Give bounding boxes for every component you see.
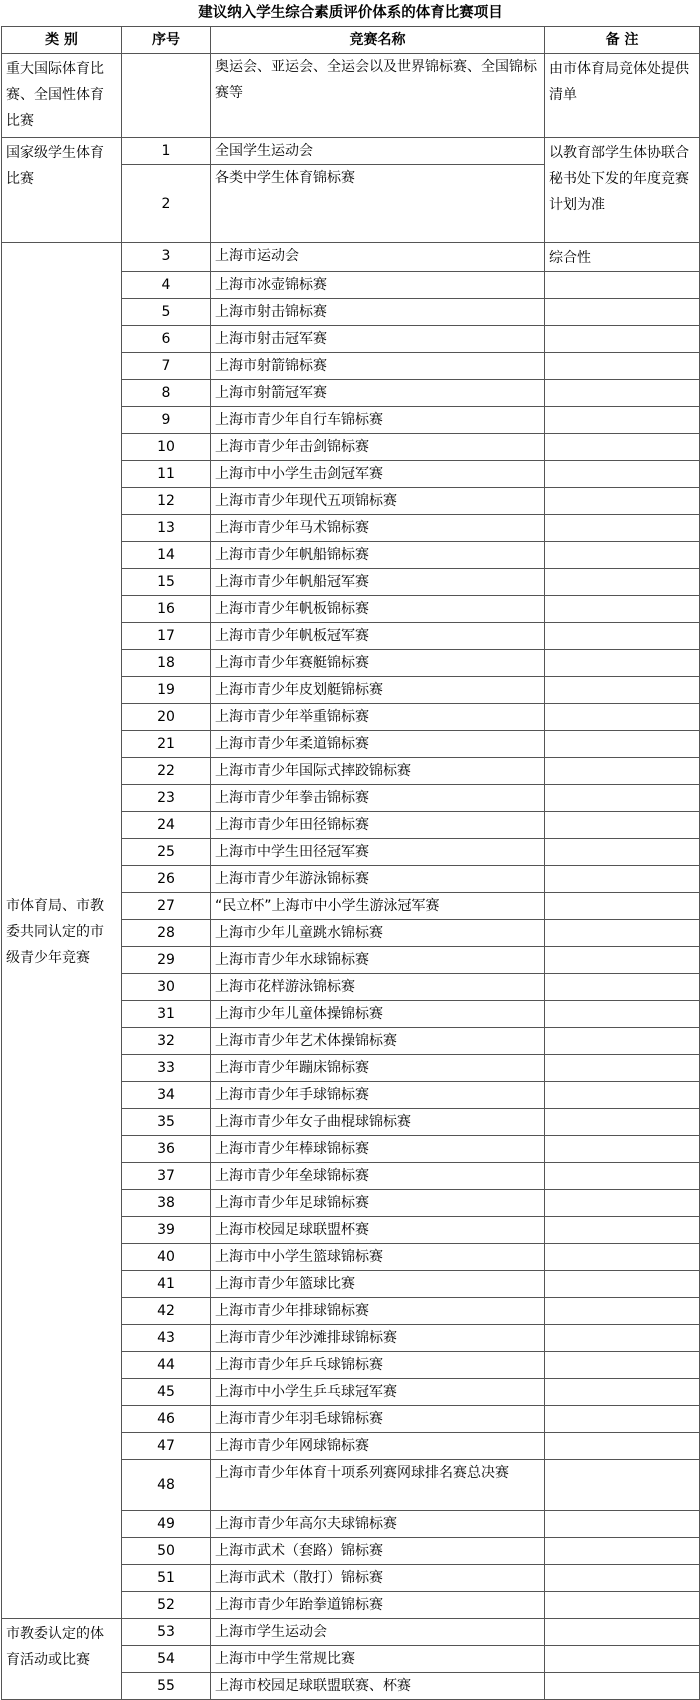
number-cell: 21 — [122, 731, 211, 758]
remark-cell — [545, 272, 700, 299]
number-cell: 25 — [122, 839, 211, 866]
table-row — [2, 138, 700, 165]
competition-name-cell: 上海市青少年皮划艇锦标赛 — [211, 677, 545, 704]
competition-name-cell: 上海市青少年赛艇锦标赛 — [211, 650, 545, 677]
remark-cell: 由市体育局竞体处提供清单 — [545, 54, 700, 138]
remark-cell — [545, 1511, 700, 1538]
remark-cell — [545, 1538, 700, 1565]
number-cell: 42 — [122, 1298, 211, 1325]
competition-name-cell: 上海市中小学生乒乓球冠军赛 — [211, 1379, 545, 1406]
competition-name-cell: 上海市青少年手球锦标赛 — [211, 1082, 545, 1109]
number-cell: 29 — [122, 947, 211, 974]
remark-cell — [545, 1619, 700, 1646]
competition-name-cell: 上海市少年儿童体操锦标赛 — [211, 1001, 545, 1028]
competition-name-cell: 上海市青少年跆拳道锦标赛 — [211, 1592, 545, 1619]
sports-competition-table — [1, 0, 700, 1700]
remark-cell — [545, 1673, 700, 1700]
competition-name-cell: 上海市中学生常规比赛 — [211, 1646, 545, 1673]
remark-cell — [545, 1217, 700, 1244]
competition-name-cell: 上海市青少年现代五项锦标赛 — [211, 488, 545, 515]
competition-name-cell: 上海市青少年自行车锦标赛 — [211, 407, 545, 434]
remark-cell — [545, 1352, 700, 1379]
competition-name-cell: 上海市青少年乒乓球锦标赛 — [211, 1352, 545, 1379]
remark-cell — [545, 515, 700, 542]
remark-cell — [545, 1325, 700, 1352]
remark-cell: 综合性 — [545, 243, 700, 272]
remark-cell — [545, 731, 700, 758]
competition-name-cell: 上海市少年儿童跳水锦标赛 — [211, 920, 545, 947]
competition-name-cell: 上海市青少年高尔夫球锦标赛 — [211, 1511, 545, 1538]
competition-name-cell: 上海市武术（散打）锦标赛 — [211, 1565, 545, 1592]
remark-cell — [545, 488, 700, 515]
remark-cell — [545, 1190, 700, 1217]
remark-cell — [545, 299, 700, 326]
competition-name-cell: 上海市青少年足球锦标赛 — [211, 1190, 545, 1217]
number-cell: 12 — [122, 488, 211, 515]
number-cell: 55 — [122, 1673, 211, 1700]
remark-cell — [545, 461, 700, 488]
number-cell: 47 — [122, 1433, 211, 1460]
competition-name-cell: 上海市青少年羽毛球锦标赛 — [211, 1406, 545, 1433]
number-cell: 4 — [122, 272, 211, 299]
number-cell: 14 — [122, 542, 211, 569]
number-cell: 54 — [122, 1646, 211, 1673]
remark-cell — [545, 1565, 700, 1592]
number-cell: 23 — [122, 785, 211, 812]
number-cell: 48 — [122, 1460, 211, 1511]
category-cell: 国家级学生体育比赛 — [2, 138, 122, 243]
remark-cell — [545, 353, 700, 380]
number-cell: 33 — [122, 1055, 211, 1082]
competition-name-cell: 上海市中学生田径冠军赛 — [211, 839, 545, 866]
remark-cell — [545, 1271, 700, 1298]
number-cell: 18 — [122, 650, 211, 677]
remark-cell — [545, 758, 700, 785]
competition-name-cell: 全国学生运动会 — [211, 138, 545, 165]
header-number: 序号 — [122, 27, 211, 54]
number-cell: 38 — [122, 1190, 211, 1217]
number-cell: 37 — [122, 1163, 211, 1190]
competition-name-cell: 上海市青少年马术锦标赛 — [211, 515, 545, 542]
competition-name-cell: 上海市青少年游泳锦标赛 — [211, 866, 545, 893]
category-cell: 市教委认定的体育活动或比赛 — [2, 1619, 122, 1700]
header-category: 类 别 — [2, 27, 122, 54]
competition-name-cell: 上海市青少年水球锦标赛 — [211, 947, 545, 974]
competition-name-cell: 上海市学生运动会 — [211, 1619, 545, 1646]
competition-name-cell: 上海市青少年网球锦标赛 — [211, 1433, 545, 1460]
competition-name-cell: 上海市青少年帆板冠军赛 — [211, 623, 545, 650]
number-cell: 7 — [122, 353, 211, 380]
competition-name-cell: 上海市射箭冠军赛 — [211, 380, 545, 407]
remark-cell — [545, 623, 700, 650]
remark-cell — [545, 1433, 700, 1460]
remark-cell — [545, 704, 700, 731]
remark-cell: 以教育部学生体协联合秘书处下发的年度竞赛计划为准 — [545, 138, 700, 243]
header-row — [2, 27, 700, 54]
remark-cell — [545, 650, 700, 677]
number-cell: 40 — [122, 1244, 211, 1271]
competition-name-cell: 上海市青少年垒球锦标赛 — [211, 1163, 545, 1190]
number-cell: 53 — [122, 1619, 211, 1646]
table-row — [2, 1619, 700, 1646]
competition-name-cell: 上海市青少年田径锦标赛 — [211, 812, 545, 839]
number-cell: 43 — [122, 1325, 211, 1352]
remark-cell — [545, 1028, 700, 1055]
number-cell: 51 — [122, 1565, 211, 1592]
competition-name-cell: 上海市中小学生篮球锦标赛 — [211, 1244, 545, 1271]
remark-cell — [545, 866, 700, 893]
number-cell: 15 — [122, 569, 211, 596]
number-cell: 24 — [122, 812, 211, 839]
remark-cell — [545, 1163, 700, 1190]
number-cell: 3 — [122, 243, 211, 272]
remark-cell — [545, 839, 700, 866]
remark-cell — [545, 1646, 700, 1673]
category-cell: 重大国际体育比赛、全国性体育比赛 — [2, 54, 122, 138]
competition-name-cell: 奥运会、亚运会、全运会以及世界锦标赛、全国锦标赛等 — [211, 54, 545, 138]
competition-name-cell: 上海市中小学生击剑冠军赛 — [211, 461, 545, 488]
number-cell: 20 — [122, 704, 211, 731]
competition-name-cell: 上海市青少年击剑锦标赛 — [211, 434, 545, 461]
competition-name-cell: 上海市校园足球联盟杯赛 — [211, 1217, 545, 1244]
number-cell: 11 — [122, 461, 211, 488]
competition-name-cell: 上海市青少年排球锦标赛 — [211, 1298, 545, 1325]
number-cell: 22 — [122, 758, 211, 785]
number-cell: 45 — [122, 1379, 211, 1406]
number-cell: 16 — [122, 596, 211, 623]
remark-cell — [545, 1244, 700, 1271]
competition-name-cell: 上海市冰壶锦标赛 — [211, 272, 545, 299]
competition-name-cell: 上海市射击冠军赛 — [211, 326, 545, 353]
number-cell: 36 — [122, 1136, 211, 1163]
number-cell — [122, 54, 211, 138]
category-cell: 市体育局、市教委共同认定的市级青少年竞赛 — [2, 243, 122, 1619]
number-cell: 17 — [122, 623, 211, 650]
competition-name-cell: 上海市青少年棒球锦标赛 — [211, 1136, 545, 1163]
remark-cell — [545, 677, 700, 704]
remark-cell — [545, 380, 700, 407]
number-cell: 39 — [122, 1217, 211, 1244]
header-remark: 备 注 — [545, 27, 700, 54]
number-cell: 49 — [122, 1511, 211, 1538]
number-cell: 50 — [122, 1538, 211, 1565]
remark-cell — [545, 1136, 700, 1163]
number-cell: 5 — [122, 299, 211, 326]
remark-cell — [545, 785, 700, 812]
competition-name-cell: “民立杯”上海市中小学生游泳冠军赛 — [211, 893, 545, 920]
remark-cell — [545, 812, 700, 839]
number-cell: 32 — [122, 1028, 211, 1055]
competition-name-cell: 上海市青少年拳击锦标赛 — [211, 785, 545, 812]
number-cell: 52 — [122, 1592, 211, 1619]
number-cell: 9 — [122, 407, 211, 434]
competition-name-cell: 上海市运动会 — [211, 243, 545, 272]
remark-cell — [545, 1379, 700, 1406]
remark-cell — [545, 1109, 700, 1136]
number-cell: 46 — [122, 1406, 211, 1433]
remark-cell — [545, 434, 700, 461]
number-cell: 31 — [122, 1001, 211, 1028]
competition-name-cell: 上海市青少年体育十项系列赛网球排名赛总决赛 — [211, 1460, 545, 1511]
remark-cell — [545, 1082, 700, 1109]
number-cell: 28 — [122, 920, 211, 947]
number-cell: 2 — [122, 165, 211, 243]
competition-name-cell: 上海市青少年帆船冠军赛 — [211, 569, 545, 596]
remark-cell — [545, 596, 700, 623]
number-cell: 34 — [122, 1082, 211, 1109]
remark-cell — [545, 569, 700, 596]
number-cell: 8 — [122, 380, 211, 407]
competition-name-cell: 上海市青少年蹦床锦标赛 — [211, 1055, 545, 1082]
remark-cell — [545, 974, 700, 1001]
competition-name-cell: 上海市青少年帆板锦标赛 — [211, 596, 545, 623]
remark-cell — [545, 1055, 700, 1082]
remark-cell — [545, 1001, 700, 1028]
remark-cell — [545, 1592, 700, 1619]
competition-name-cell: 上海市校园足球联盟联赛、杯赛 — [211, 1673, 545, 1700]
number-cell: 13 — [122, 515, 211, 542]
number-cell: 1 — [122, 138, 211, 165]
number-cell: 41 — [122, 1271, 211, 1298]
competition-name-cell: 上海市青少年女子曲棍球锦标赛 — [211, 1109, 545, 1136]
remark-cell — [545, 407, 700, 434]
table-title: 建议纳入学生综合素质评价体系的体育比赛项目 — [2, 0, 700, 27]
number-cell: 10 — [122, 434, 211, 461]
table-row — [2, 243, 700, 272]
number-cell: 44 — [122, 1352, 211, 1379]
remark-cell — [545, 326, 700, 353]
remark-cell — [545, 1298, 700, 1325]
table-body — [2, 54, 700, 1700]
competition-name-cell: 各类中学生体育锦标赛 — [211, 165, 545, 243]
number-cell: 35 — [122, 1109, 211, 1136]
remark-cell — [545, 1460, 700, 1511]
competition-name-cell: 上海市青少年篮球比赛 — [211, 1271, 545, 1298]
remark-cell — [545, 1406, 700, 1433]
competition-name-cell: 上海市青少年艺术体操锦标赛 — [211, 1028, 545, 1055]
competition-name-cell: 上海市青少年柔道锦标赛 — [211, 731, 545, 758]
number-cell: 19 — [122, 677, 211, 704]
remark-cell — [545, 920, 700, 947]
competition-name-cell: 上海市青少年举重锦标赛 — [211, 704, 545, 731]
table-row — [2, 54, 700, 138]
competition-name-cell: 上海市青少年帆船锦标赛 — [211, 542, 545, 569]
competition-name-cell: 上海市射击锦标赛 — [211, 299, 545, 326]
remark-cell — [545, 947, 700, 974]
remark-cell — [545, 542, 700, 569]
number-cell: 6 — [122, 326, 211, 353]
competition-name-cell: 上海市武术（套路）锦标赛 — [211, 1538, 545, 1565]
number-cell: 30 — [122, 974, 211, 1001]
competition-name-cell: 上海市花样游泳锦标赛 — [211, 974, 545, 1001]
competition-name-cell: 上海市射箭锦标赛 — [211, 353, 545, 380]
remark-cell — [545, 893, 700, 920]
competition-name-cell: 上海市青少年沙滩排球锦标赛 — [211, 1325, 545, 1352]
header-name: 竞赛名称 — [211, 27, 545, 54]
number-cell: 26 — [122, 866, 211, 893]
competition-name-cell: 上海市青少年国际式摔跤锦标赛 — [211, 758, 545, 785]
number-cell: 27 — [122, 893, 211, 920]
